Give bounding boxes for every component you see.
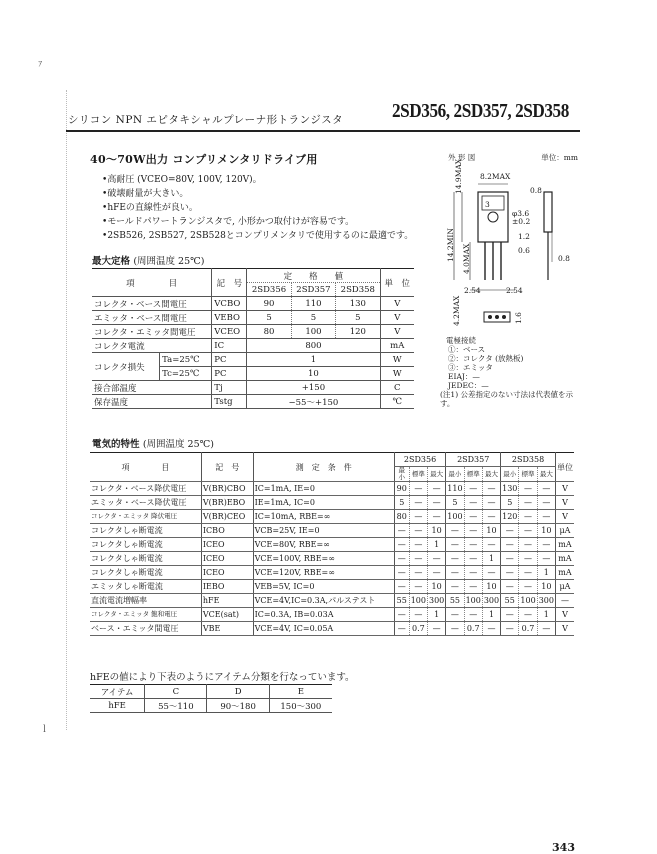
row-value: — bbox=[394, 608, 409, 622]
table-row bbox=[92, 395, 414, 409]
dim-label: 2.54 bbox=[464, 286, 481, 295]
row-value: 100 bbox=[446, 510, 464, 524]
row-unit: μA bbox=[555, 524, 574, 538]
model-header: 2SD356 bbox=[247, 283, 291, 297]
dim-label: φ3.6 ±0.2 bbox=[512, 209, 531, 226]
row-symbol: V(BR)CBO bbox=[201, 482, 253, 496]
row-value: — bbox=[464, 510, 482, 524]
row-value: — bbox=[501, 580, 519, 594]
row-value: +150 bbox=[247, 381, 380, 395]
row-symbol: hFE bbox=[201, 594, 253, 608]
row-unit: V bbox=[555, 510, 574, 524]
dim-label: 8.2MAX bbox=[480, 172, 511, 181]
row-value: — bbox=[409, 496, 427, 510]
row-item: エミッタ・ベース降伏電圧 bbox=[90, 496, 201, 510]
dim-label: 1.2 bbox=[518, 232, 530, 241]
hfe-cell: 150～300 bbox=[269, 699, 332, 713]
table-row bbox=[92, 353, 414, 367]
row-unit: ℃ bbox=[380, 395, 414, 409]
row-value: 120 bbox=[336, 325, 380, 339]
row-value: — bbox=[537, 496, 555, 510]
row-symbol: VCBO bbox=[212, 297, 247, 311]
model-header: 2SD357 bbox=[446, 453, 501, 467]
model-header: 2SD356 bbox=[394, 453, 445, 467]
table-row bbox=[90, 594, 574, 608]
sub-header: 最大 bbox=[537, 467, 555, 482]
row-value: 90 bbox=[247, 297, 291, 311]
dim-label: 4.2MAX bbox=[452, 295, 461, 326]
model-header: 2SD358 bbox=[336, 283, 380, 297]
package-drawing bbox=[440, 150, 578, 408]
col-unit: 単位 bbox=[555, 453, 574, 482]
row-condition: VCE=80V, RBE=∞ bbox=[253, 538, 394, 552]
row-value: — bbox=[428, 496, 446, 510]
row-value: 1 bbox=[537, 608, 555, 622]
row-value: — bbox=[409, 482, 427, 496]
row-unit: V bbox=[380, 311, 414, 325]
row-unit: W bbox=[380, 367, 414, 381]
jedec-label: JEDEC：— bbox=[448, 381, 489, 390]
row-value: — bbox=[446, 566, 464, 580]
row-unit: — bbox=[555, 594, 574, 608]
row-value: 100 bbox=[291, 325, 335, 339]
row-value: 1 bbox=[482, 608, 500, 622]
row-item: コレクタ・エミッタ間電圧 bbox=[92, 325, 212, 339]
row-value: 130 bbox=[501, 482, 519, 496]
row-value: — bbox=[482, 482, 500, 496]
package-unit: 単位：mm bbox=[541, 153, 578, 162]
row-condition: IC=0.3A, IB=0.03A bbox=[253, 608, 394, 622]
row-unit: V bbox=[380, 297, 414, 311]
electrical-title bbox=[92, 436, 214, 450]
table-row bbox=[90, 496, 574, 510]
electrical-heading: 電気的特性 bbox=[92, 439, 140, 450]
row-condition: IC=10mA, RBE=∞ bbox=[253, 510, 394, 524]
row-symbol: V(BR)EBO bbox=[201, 496, 253, 510]
row-symbol: ICBO bbox=[201, 524, 253, 538]
row-value: 300 bbox=[428, 594, 446, 608]
feature-item: • hFEの直線性が良い。 bbox=[102, 201, 413, 215]
row-symbol: V(BR)CEO bbox=[201, 510, 253, 524]
row-condition: VCE=4V,IC=0.3A,パルステスト bbox=[253, 594, 394, 608]
row-condition: VCE=120V, RBE=∞ bbox=[253, 566, 394, 580]
row-value: — bbox=[537, 622, 555, 636]
model-header: 2SD357 bbox=[291, 283, 335, 297]
row-item: コレクタしゃ断電流 bbox=[90, 538, 201, 552]
row-value: — bbox=[482, 510, 500, 524]
row-value: — bbox=[464, 566, 482, 580]
row-condition: Tc=25℃ bbox=[160, 367, 212, 381]
row-value: 5 bbox=[394, 496, 409, 510]
max-ratings-heading: 最大定格 bbox=[92, 256, 131, 267]
row-value: 120 bbox=[501, 510, 519, 524]
feature-item: • 高耐圧 (VCEO=80V, 100V, 120V)。 bbox=[102, 173, 413, 187]
row-value: — bbox=[519, 552, 537, 566]
row-value: — bbox=[409, 538, 427, 552]
row-item: 保存温度 bbox=[92, 395, 212, 409]
row-value: 1 bbox=[428, 608, 446, 622]
table-row bbox=[92, 339, 414, 353]
col-symbol: 記 号 bbox=[201, 453, 253, 482]
row-item: コレクタ・ベース間電圧 bbox=[92, 297, 212, 311]
row-value: — bbox=[428, 482, 446, 496]
row-value: — bbox=[464, 496, 482, 510]
row-item: コレクタしゃ断電流 bbox=[90, 524, 201, 538]
hfe-header: E bbox=[269, 685, 332, 699]
row-value: 10 bbox=[482, 524, 500, 538]
row-value: — bbox=[394, 566, 409, 580]
row-item: コレクタしゃ断電流 bbox=[90, 552, 201, 566]
row-value: 0.7 bbox=[519, 622, 537, 636]
row-unit: C bbox=[380, 381, 414, 395]
row-value: — bbox=[394, 524, 409, 538]
row-value: — bbox=[501, 608, 519, 622]
hfe-note: hFEの値により下表のようにアイテム分類を行なっています。 bbox=[90, 672, 355, 683]
feature-item: • 2SB526, 2SB527, 2SB528とコンプリメンタリで使用するのに最適です。 bbox=[102, 229, 413, 243]
row-unit: μA bbox=[555, 580, 574, 594]
row-value: — bbox=[428, 622, 446, 636]
binding-line bbox=[66, 90, 67, 730]
row-item: コレクタ・エミッタ 飽和電圧 bbox=[90, 608, 201, 622]
row-value: 5 bbox=[336, 311, 380, 325]
sub-header: 最大 bbox=[482, 467, 500, 482]
hfe-table bbox=[90, 684, 332, 713]
row-value: — bbox=[464, 538, 482, 552]
row-unit: V bbox=[380, 325, 414, 339]
row-value: — bbox=[428, 566, 446, 580]
pin-label: ①：ベース bbox=[448, 345, 486, 354]
package-note: (注1) 公差指定のない寸法は代表値を示す。 bbox=[440, 390, 574, 408]
row-value: — bbox=[446, 552, 464, 566]
row-value: 10 bbox=[428, 524, 446, 538]
row-condition: Ta=25℃ bbox=[160, 353, 212, 367]
row-value: 80 bbox=[394, 510, 409, 524]
dim-label: 0.6 bbox=[518, 246, 530, 255]
row-value: 300 bbox=[482, 594, 500, 608]
row-value: 10 bbox=[537, 580, 555, 594]
row-unit: V bbox=[555, 482, 574, 496]
row-value: 55 bbox=[501, 594, 519, 608]
table-row bbox=[90, 580, 574, 594]
row-value: 10 bbox=[247, 367, 380, 381]
table-row bbox=[92, 297, 414, 311]
row-value: — bbox=[501, 622, 519, 636]
row-unit: mA bbox=[555, 566, 574, 580]
row-symbol: ICEO bbox=[201, 552, 253, 566]
row-value: 0.7 bbox=[464, 622, 482, 636]
row-symbol: IC bbox=[212, 339, 247, 353]
row-value: — bbox=[519, 566, 537, 580]
row-value: — bbox=[519, 496, 537, 510]
row-value: — bbox=[482, 622, 500, 636]
row-symbol: VCE(sat) bbox=[201, 608, 253, 622]
row-value: — bbox=[394, 580, 409, 594]
row-item: 接合部温度 bbox=[92, 381, 212, 395]
row-value: — bbox=[519, 538, 537, 552]
page-number: 343 bbox=[552, 841, 575, 854]
row-value: — bbox=[464, 524, 482, 538]
row-value: 0.7 bbox=[409, 622, 427, 636]
sub-header: 最小 bbox=[446, 467, 464, 482]
row-unit: mA bbox=[555, 538, 574, 552]
col-condition: 測 定 条 件 bbox=[253, 453, 394, 482]
row-value: 10 bbox=[537, 524, 555, 538]
table-row bbox=[90, 510, 574, 524]
dim-label: 3 bbox=[485, 200, 490, 209]
table-row bbox=[90, 524, 574, 538]
row-value: 5 bbox=[291, 311, 335, 325]
margin-mark: ｌ bbox=[40, 725, 50, 735]
row-value: — bbox=[394, 538, 409, 552]
row-value: 5 bbox=[247, 311, 291, 325]
row-condition: VCE=4V, IC=0.05A bbox=[253, 622, 394, 636]
hfe-header: D bbox=[207, 685, 269, 699]
row-value: — bbox=[446, 608, 464, 622]
row-value: — bbox=[428, 552, 446, 566]
margin-mark: ｧ bbox=[38, 59, 43, 69]
table-row bbox=[90, 538, 574, 552]
row-unit: V bbox=[555, 608, 574, 622]
row-value: — bbox=[409, 580, 427, 594]
pin-label: ③：エミッタ bbox=[448, 363, 493, 372]
row-value: 300 bbox=[537, 594, 555, 608]
row-value: — bbox=[519, 510, 537, 524]
package-title: 外 形 図 bbox=[448, 153, 476, 162]
row-unit: mA bbox=[555, 552, 574, 566]
sub-header: 標準 bbox=[519, 467, 537, 482]
hfe-header: C bbox=[145, 685, 207, 699]
row-value: — bbox=[537, 510, 555, 524]
row-value: — bbox=[409, 524, 427, 538]
row-condition: IC=1mA, IE=0 bbox=[253, 482, 394, 496]
row-symbol: VEBO bbox=[212, 311, 247, 325]
row-symbol: Tstg bbox=[212, 395, 247, 409]
sub-header: 最大 bbox=[428, 467, 446, 482]
row-value: 110 bbox=[291, 297, 335, 311]
row-symbol: Tj bbox=[212, 381, 247, 395]
dim-label: 14.2MIN bbox=[446, 228, 455, 262]
hfe-cell: 90～180 bbox=[207, 699, 269, 713]
row-value: — bbox=[482, 538, 500, 552]
dim-label: 0.8 bbox=[530, 186, 542, 195]
row-value: 80 bbox=[247, 325, 291, 339]
row-value: — bbox=[482, 496, 500, 510]
row-value: — bbox=[519, 608, 537, 622]
table-row bbox=[90, 552, 574, 566]
dim-label: 2.54 bbox=[506, 286, 523, 295]
electrical-table bbox=[90, 452, 574, 636]
row-value: 10 bbox=[482, 580, 500, 594]
sub-header: 標準 bbox=[409, 467, 427, 482]
sub-header: 最小 bbox=[394, 467, 409, 482]
row-value: — bbox=[537, 538, 555, 552]
table-row bbox=[90, 622, 574, 636]
row-value: — bbox=[446, 524, 464, 538]
row-value: — bbox=[501, 538, 519, 552]
row-value: 110 bbox=[446, 482, 464, 496]
col-value: 定 格 値 bbox=[247, 269, 380, 283]
row-value: — bbox=[464, 608, 482, 622]
row-value: 5 bbox=[446, 496, 464, 510]
row-value: — bbox=[409, 510, 427, 524]
row-value: 10 bbox=[428, 580, 446, 594]
row-value: 100 bbox=[464, 594, 482, 608]
table-row bbox=[90, 482, 574, 496]
feature-item: • モールドパワートランジスタで, 小形かつ取付けが容易です。 bbox=[102, 215, 413, 229]
max-ratings-condition: (周囲温度 25℃) bbox=[133, 256, 205, 267]
row-item: エミッタ・ベース間電圧 bbox=[92, 311, 212, 325]
dim-label: 0.8 bbox=[558, 254, 570, 263]
row-value: — bbox=[501, 552, 519, 566]
row-unit: V bbox=[555, 622, 574, 636]
row-condition: VCE=100V, RBE=∞ bbox=[253, 552, 394, 566]
row-value: — bbox=[501, 566, 519, 580]
max-ratings-table bbox=[92, 268, 414, 409]
row-item: コレクタ・ベース降伏電圧 bbox=[90, 482, 201, 496]
table-row bbox=[92, 381, 414, 395]
part-numbers: 2SD356, 2SD357, 2SD358 bbox=[392, 100, 569, 122]
row-value: — bbox=[409, 608, 427, 622]
row-value: 130 bbox=[336, 297, 380, 311]
table-row bbox=[92, 311, 414, 325]
sub-header: 最小 bbox=[501, 467, 519, 482]
row-symbol: VBE bbox=[201, 622, 253, 636]
row-value: 1 bbox=[247, 353, 380, 367]
row-item: コレクタしゃ断電流 bbox=[90, 566, 201, 580]
row-value: — bbox=[446, 538, 464, 552]
col-unit: 単 位 bbox=[380, 269, 414, 297]
dim-label: 1.6 bbox=[514, 312, 523, 324]
row-condition: VCB=25V, IE=0 bbox=[253, 524, 394, 538]
header-rule bbox=[66, 130, 580, 132]
row-value: — bbox=[519, 524, 537, 538]
row-item: コレクタ電流 bbox=[92, 339, 212, 353]
row-value: 100 bbox=[519, 594, 537, 608]
row-value: — bbox=[394, 552, 409, 566]
row-value: — bbox=[446, 622, 464, 636]
table-row bbox=[90, 566, 574, 580]
row-symbol: PC bbox=[212, 367, 247, 381]
row-value: — bbox=[519, 580, 537, 594]
electrical-condition: (周囲温度 25℃) bbox=[142, 439, 214, 450]
hfe-cell: hFE bbox=[90, 699, 145, 713]
row-value: 1 bbox=[482, 552, 500, 566]
row-item: コレクタ・エミッタ 降伏電圧 bbox=[90, 510, 201, 524]
row-value: — bbox=[394, 622, 409, 636]
row-value: 5 bbox=[501, 496, 519, 510]
table-row bbox=[92, 325, 414, 339]
row-value: — bbox=[464, 580, 482, 594]
tagline: 40～70W出力 コンプリメンタリドライブ用 bbox=[90, 153, 318, 166]
col-symbol: 記 号 bbox=[212, 269, 247, 297]
row-value: — bbox=[519, 482, 537, 496]
row-value: — bbox=[428, 510, 446, 524]
col-item: 項 目 bbox=[92, 269, 212, 297]
hfe-cell: 55～110 bbox=[145, 699, 207, 713]
row-condition: VEB=5V, IC=0 bbox=[253, 580, 394, 594]
pin-label: ②：コレクタ (放熱板) bbox=[448, 354, 524, 363]
row-value: — bbox=[537, 482, 555, 496]
electrical-header bbox=[90, 453, 574, 482]
dim-label: 4.0MAX bbox=[462, 243, 471, 274]
row-value: 1 bbox=[537, 566, 555, 580]
model-header: 2SD358 bbox=[501, 453, 556, 467]
row-value: −55～+150 bbox=[247, 395, 380, 409]
row-value: 800 bbox=[247, 339, 380, 353]
row-symbol: ICEO bbox=[201, 566, 253, 580]
hfe-header: アイテム bbox=[90, 685, 145, 699]
feature-list bbox=[102, 173, 413, 243]
connections-title: 電極接続 bbox=[446, 336, 476, 345]
row-item: エミッタしゃ断電流 bbox=[90, 580, 201, 594]
row-value: — bbox=[409, 566, 427, 580]
row-value: — bbox=[409, 552, 427, 566]
row-value: — bbox=[501, 524, 519, 538]
eiaj-label: EIAJ：— bbox=[448, 372, 480, 381]
row-item: ベース・エミッタ間電圧 bbox=[90, 622, 201, 636]
row-symbol: IEBO bbox=[201, 580, 253, 594]
row-item: 直流電流増幅率 bbox=[90, 594, 201, 608]
row-value: 55 bbox=[394, 594, 409, 608]
col-item: 項 目 bbox=[90, 453, 201, 482]
row-value: — bbox=[537, 552, 555, 566]
row-value: 100 bbox=[409, 594, 427, 608]
max-ratings-title bbox=[92, 253, 204, 267]
row-unit: V bbox=[555, 496, 574, 510]
sub-header: 標準 bbox=[464, 467, 482, 482]
row-value: — bbox=[464, 552, 482, 566]
dim-label: 14.9MAX bbox=[454, 158, 463, 194]
row-value: — bbox=[446, 580, 464, 594]
row-value: 1 bbox=[428, 538, 446, 552]
row-value: 55 bbox=[446, 594, 464, 608]
row-condition: IE=1mA, IC=0 bbox=[253, 496, 394, 510]
row-value: — bbox=[482, 566, 500, 580]
row-value: — bbox=[464, 482, 482, 496]
subtitle: シリコン NPN エピタキシャルプレーナ形トランジスタ bbox=[68, 114, 344, 126]
row-symbol: VCEO bbox=[212, 325, 247, 339]
table-row bbox=[90, 608, 574, 622]
row-symbol: ICEO bbox=[201, 538, 253, 552]
row-symbol: PC bbox=[212, 353, 247, 367]
row-unit: W bbox=[380, 353, 414, 367]
feature-item: • 破壊耐量が大きい。 bbox=[102, 187, 413, 201]
row-item: コレクタ損失 bbox=[92, 353, 160, 381]
row-unit: mA bbox=[380, 339, 414, 353]
row-value: 90 bbox=[394, 482, 409, 496]
